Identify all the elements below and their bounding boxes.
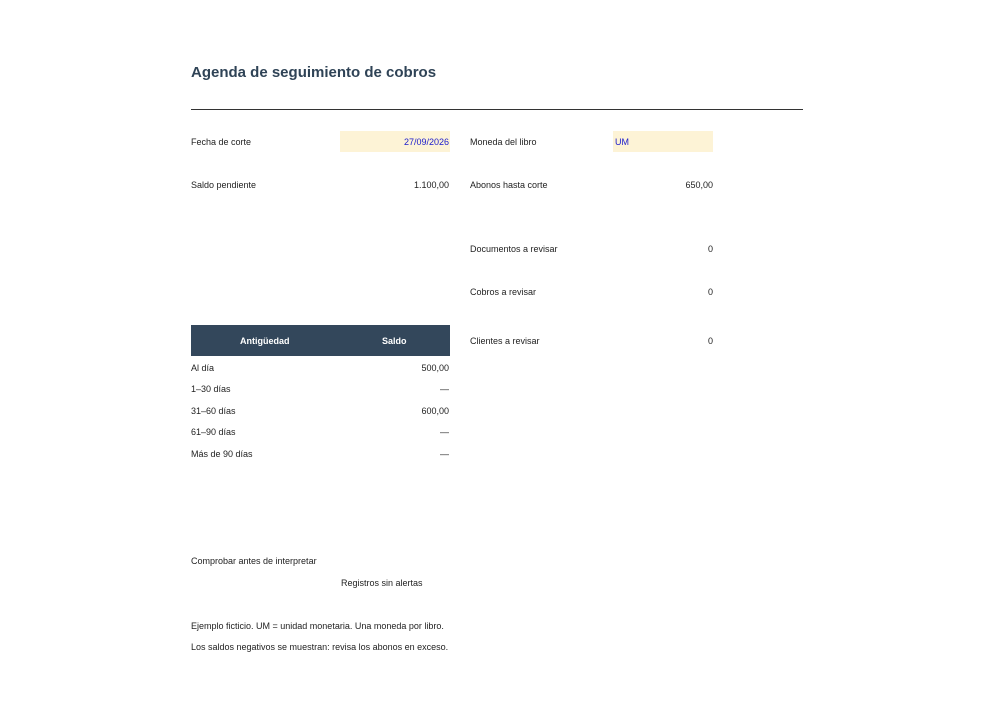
aging-row-value: — bbox=[440, 427, 449, 437]
check-label: Comprobar antes de interpretar bbox=[191, 556, 317, 566]
page-title: Agenda de seguimiento de cobros bbox=[191, 64, 437, 81]
currency-label: Moneda del libro bbox=[470, 137, 537, 147]
payments-value: 650,00 bbox=[685, 180, 713, 190]
footnote: Ejemplo ficticio. UM = unidad monetaria. Una moneda por libro. bbox=[191, 621, 444, 631]
aging-header-saldo: Saldo bbox=[382, 336, 407, 346]
aging-row-label: 1–30 días bbox=[191, 384, 231, 394]
aging-row-value: 600,00 bbox=[421, 406, 449, 416]
aging-row-value: 500,00 bbox=[421, 363, 449, 373]
clients-review-value: 0 bbox=[707, 336, 713, 346]
title-divider bbox=[191, 109, 803, 110]
cutoff-date-value[interactable]: 27/09/2026 bbox=[403, 137, 449, 147]
outstanding-label: Saldo pendiente bbox=[191, 180, 257, 190]
outstanding-value: 1.100,00 bbox=[413, 180, 449, 190]
aging-row-label: Más de 90 días bbox=[191, 449, 253, 459]
documents-review-value: 0 bbox=[707, 244, 713, 254]
footnote: Los saldos negativos se muestran: revisa los abonos en exceso. bbox=[191, 642, 449, 652]
clients-review-label: Clientes a revisar bbox=[470, 336, 540, 346]
check-status: Registros sin alertas bbox=[341, 578, 423, 588]
collections-review-value: 0 bbox=[707, 287, 713, 297]
aging-row-value: — bbox=[440, 384, 449, 394]
documents-review-label: Documentos a revisar bbox=[470, 244, 558, 254]
aging-row-label: 61–90 días bbox=[191, 427, 236, 437]
aging-table-header bbox=[191, 325, 450, 356]
aging-row-label: 31–60 días bbox=[191, 406, 236, 416]
aging-row-label: Al día bbox=[191, 363, 215, 373]
aging-row-value: — bbox=[440, 449, 449, 459]
collections-review-label: Cobros a revisar bbox=[470, 287, 537, 297]
currency-value[interactable]: UM bbox=[615, 137, 629, 147]
aging-header-antiguedad: Antigüedad bbox=[240, 336, 290, 346]
cutoff-date-label: Fecha de corte bbox=[191, 137, 252, 147]
payments-label: Abonos hasta corte bbox=[470, 180, 548, 190]
